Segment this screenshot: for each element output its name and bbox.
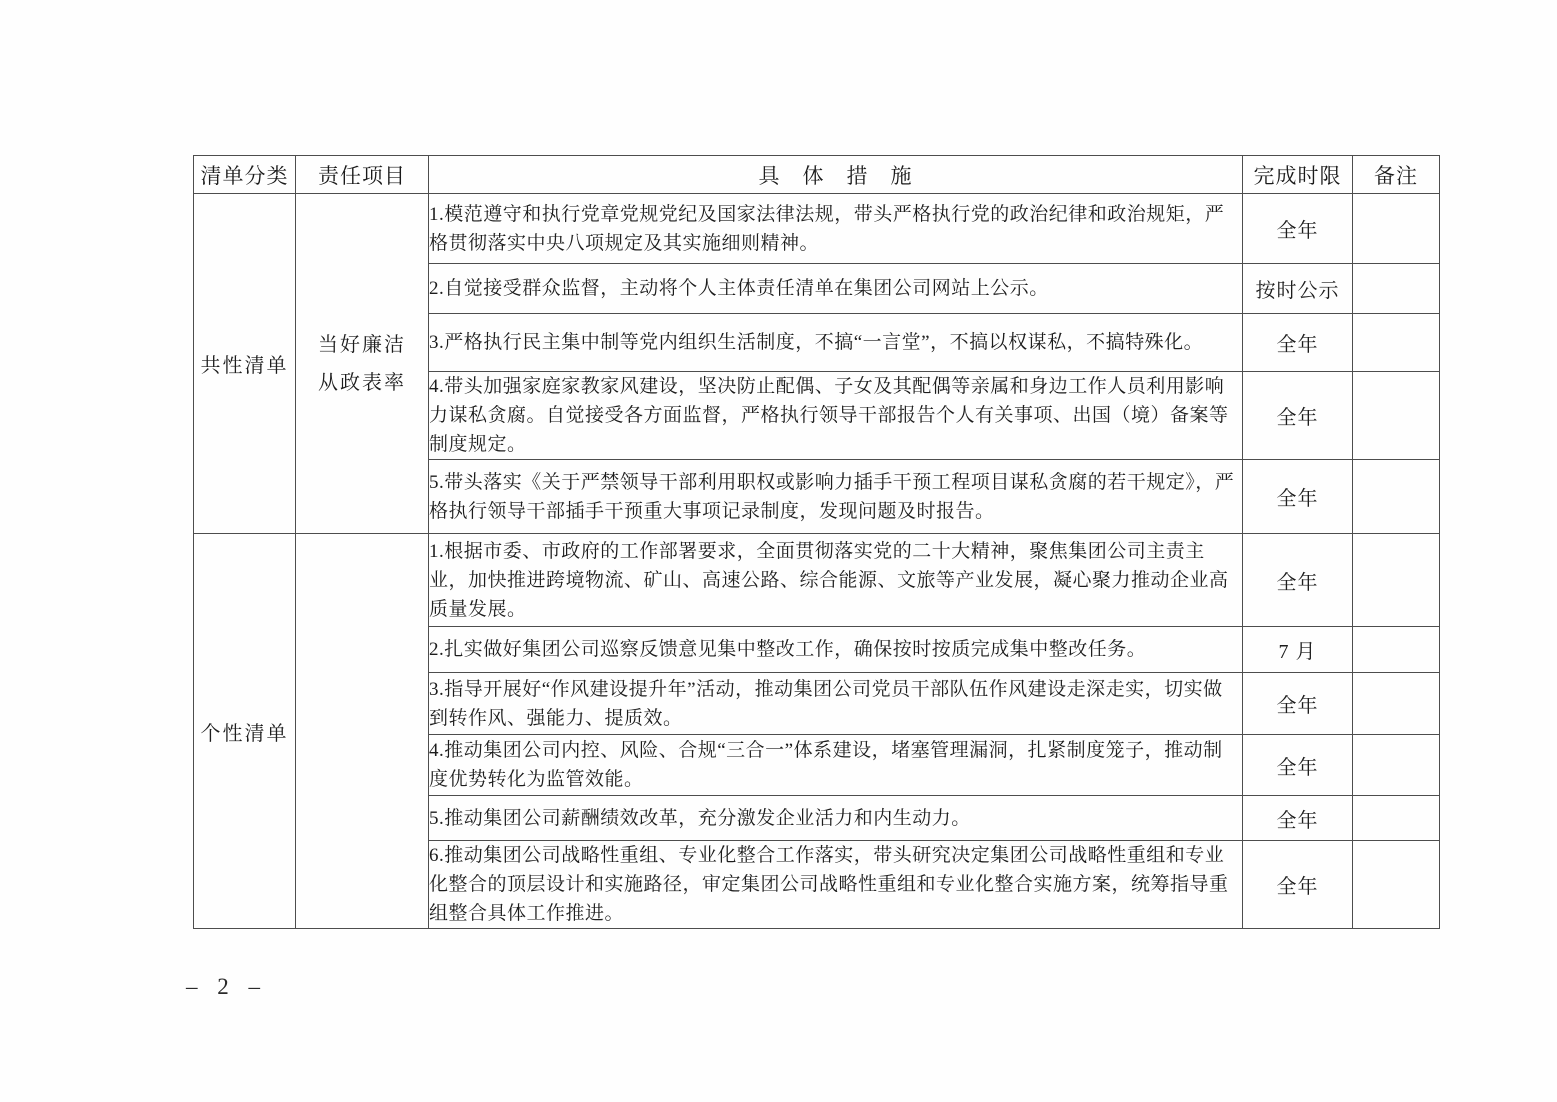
project-line: 当好廉洁 [318,333,406,356]
deadline-cell: 全年 [1243,194,1353,264]
measure-cell: 1.根据市委、市政府的工作部署要求，全面贯彻落实党的二十大精神，聚焦集团公司主责主业，加快推进跨境物流、矿山、高速公路、综合能源、文旅等产业发展，凝心聚力推动企业高质量发展。 [429,534,1243,627]
note-cell [1353,194,1440,264]
deadline-cell: 全年 [1243,841,1353,929]
deadline-cell: 按时公示 [1243,264,1353,314]
note-cell [1353,534,1440,627]
deadline-cell: 全年 [1243,534,1353,627]
deadline-cell: 全年 [1243,372,1353,460]
note-cell [1353,314,1440,372]
measure-cell: 2.自觉接受群众监督，主动将个人主体责任清单在集团公司网站上公示。 [429,264,1243,314]
measure-cell: 1.模范遵守和执行党章党规党纪及国家法律法规，带头严格执行党的政治纪律和政治规矩，严格贯彻落实中央八项规定及其实施细则精神。 [429,194,1243,264]
note-cell [1353,841,1440,929]
note-cell [1353,627,1440,673]
table-row [194,534,1440,627]
note-cell [1353,460,1440,534]
category-cell-common: 共性清单 [194,194,296,534]
note-cell [1353,264,1440,314]
measure-cell: 6.推动集团公司战略性重组、专业化整合工作落实，带头研究决定集团公司战略性重组和专业化整合的顶层设计和实施路径，审定集团公司战略性重组和专业化整合实施方案，统筹指导重组整合具体工作推进。 [429,841,1243,929]
measure-cell: 3.指导开展好“作风建设提升年”活动，推动集团公司党员干部队伍作风建设走深走实，切实做到转作风、强能力、提质效。 [429,673,1243,735]
deadline-cell: 7 月 [1243,627,1353,673]
note-cell [1353,796,1440,841]
header-cell-note: 备注 [1353,156,1440,194]
header-cell-project: 责任项目 [296,156,429,194]
table-header-row [194,156,1440,194]
measure-cell: 3.严格执行民主集中制等党内组织生活制度，不搞“一言堂”，不搞以权谋私，不搞特殊化。 [429,314,1243,372]
page-number: – 2 – [186,974,267,999]
project-cell-individual [296,534,429,929]
deadline-cell: 全年 [1243,735,1353,796]
table-row [194,194,1440,264]
responsibility-list-table [193,155,1440,929]
measure-cell: 5.推动集团公司薪酬绩效改革，充分激发企业活力和内生动力。 [429,796,1243,841]
note-cell [1353,372,1440,460]
header-cell-measures: 具 体 措 施 [429,156,1243,194]
deadline-cell: 全年 [1243,460,1353,534]
deadline-cell: 全年 [1243,673,1353,735]
project-line: 从政表率 [318,371,406,394]
measure-cell: 4.带头加强家庭家教家风建设，坚决防止配偶、子女及其配偶等亲属和身边工作人员利用影响力谋私贪腐。自觉接受各方面监督，严格执行领导干部报告个人有关事项、出国（境）备案等制度规定。 [429,372,1243,460]
header-cell-deadline: 完成时限 [1243,156,1353,194]
measure-cell: 4.推动集团公司内控、风险、合规“三合一”体系建设，堵塞管理漏洞，扎紧制度笼子，推动制度优势转化为监管效能。 [429,735,1243,796]
deadline-cell: 全年 [1243,796,1353,841]
header-cell-category: 清单分类 [194,156,296,194]
note-cell [1353,735,1440,796]
category-cell-individual: 个性清单 [194,534,296,929]
measure-cell: 2.扎实做好集团公司巡察反馈意见集中整改工作，确保按时按质完成集中整改任务。 [429,627,1243,673]
deadline-cell: 全年 [1243,314,1353,372]
note-cell [1353,673,1440,735]
measure-cell: 5.带头落实《关于严禁领导干部利用职权或影响力插手干预工程项目谋私贪腐的若干规定》，严格执行领导干部插手干预重大事项记录制度，发现问题及时报告。 [429,460,1243,534]
project-cell-common [296,194,429,534]
